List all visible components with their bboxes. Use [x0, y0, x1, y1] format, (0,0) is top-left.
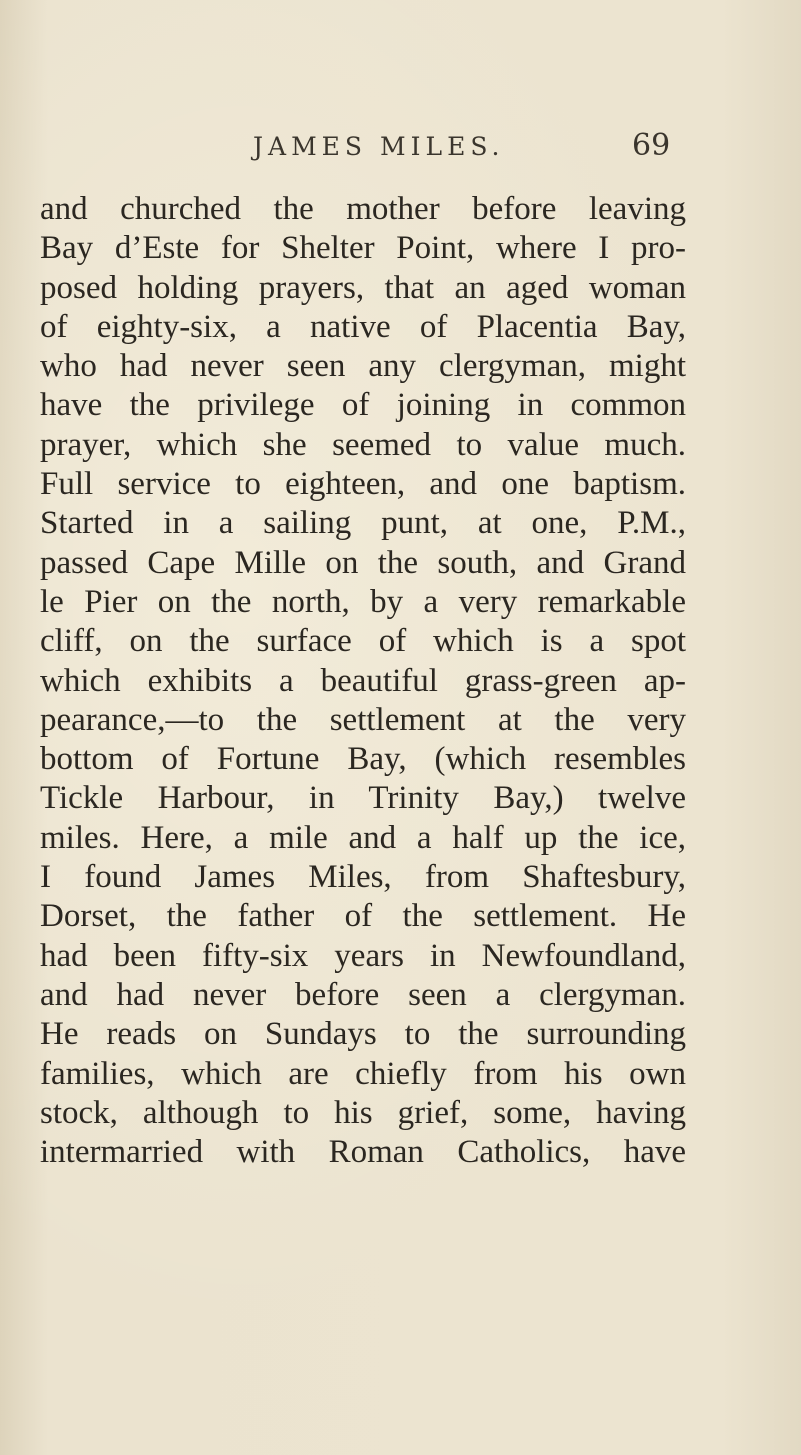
text-line: have the privilege of joining in common — [40, 387, 686, 424]
page-header — [0, 130, 801, 170]
text-line: miles. Here, a mile and a half up the ice, — [40, 819, 686, 856]
text-line: stock, although to his grief, some, having — [40, 1094, 686, 1131]
text-line: intermarried with Roman Catholics, have — [40, 1134, 686, 1171]
text-line: Tickle Harbour, in Trinity Bay,) twelve — [40, 780, 686, 817]
text-line: families, which are chiefly from his own — [40, 1055, 686, 1092]
body-text — [40, 190, 686, 1172]
text-line: I found James Miles, from Shaftesbury, — [40, 859, 686, 896]
running-title: JAMES MILES. — [253, 132, 505, 161]
text-line: of eighty-six, a native of Placentia Bay, — [40, 308, 686, 345]
text-line: posed holding prayers, that an aged woman — [40, 269, 686, 306]
text-line: le Pier on the north, by a very remarkable — [40, 583, 686, 620]
text-line: Full service to eighteen, and one baptism. — [40, 466, 686, 503]
text-line: prayer, which she seemed to value much. — [40, 426, 686, 463]
text-line: which exhibits a beautiful grass-green ap- — [40, 662, 686, 699]
text-line: bottom of Fortune Bay, (which resembles — [40, 741, 686, 778]
page-number: 69 — [632, 128, 671, 163]
text-line: He reads on Sundays to the surrounding — [40, 1016, 686, 1053]
text-line: had been fifty-six years in Newfoundland, — [40, 937, 686, 974]
text-line: pearance,—to the settlement at the very — [40, 701, 686, 738]
text-line: Bay d’Este for Shelter Point, where I pro- — [40, 230, 686, 267]
text-line: who had never seen any clergyman, might — [40, 348, 686, 385]
text-line: Dorset, the father of the settlement. He — [40, 898, 686, 935]
text-line: Started in a sailing punt, at one, P.M., — [40, 505, 686, 542]
text-line: passed Cape Mille on the south, and Grand — [40, 544, 686, 581]
text-line: cliff, on the surface of which is a spot — [40, 623, 686, 660]
text-line: and churched the mother before leaving — [40, 191, 686, 227]
text-line: and had never before seen a clergyman. — [40, 976, 686, 1013]
